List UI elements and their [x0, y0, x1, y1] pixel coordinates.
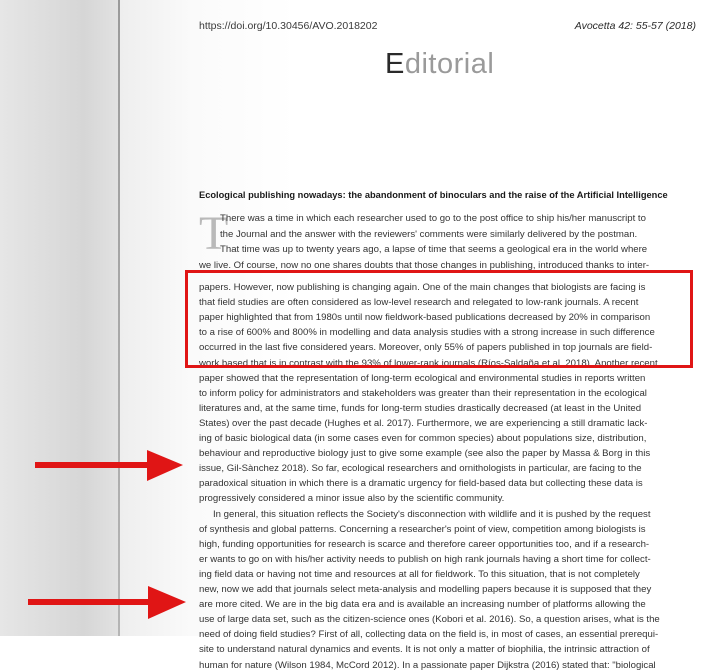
- page-title: [385, 48, 494, 81]
- body-text-line: new, now we add that journals select meta-analysis and modelling papers because it is supposed that they: [199, 584, 652, 595]
- arrow-icon: [35, 448, 185, 488]
- body-text-line: occurred in the last five considered years. Moreover, only 55% of papers published in top journals are field-: [199, 342, 653, 354]
- body-text-line: In general, this situation reflects the Society's disconnection with wildlife and it is pushed by the request: [213, 508, 651, 520]
- body-text-line: er wants to go on with his/her activity needs to publish on high rank journals having a short time for collect-: [199, 553, 651, 565]
- body-text-line: issue, Gil-Sànchez 2018). So far, ecological researchers and ornithologists in particular, are facing to the: [199, 463, 642, 475]
- body-text-line: There was a time in which each researcher used to go to the post office to ship his/her manuscript to: [220, 213, 646, 224]
- body-text-line: that field studies are often considered as low-level research and relegated to low-rank journals. A recent: [199, 297, 639, 309]
- arrow-icon: [28, 583, 188, 623]
- body-text-line: we live. Of course, now no one shares doubts that those changes in publishing, introduced thanks to inter-: [199, 259, 650, 271]
- highlight-box: [185, 270, 693, 368]
- body-text-line: to a rise of 600% and 800% in modelling and data analysis studies with a strong increase in such difference: [199, 327, 655, 339]
- body-text-line: paradoxical situation in which there is a dramatic urgency for field-based data but collecting these data is: [199, 478, 643, 490]
- body-text-line: States) over the past decade (Hughes et al. 2017). Furthermore, we are experiencing a still dramatic lack-: [199, 417, 648, 429]
- body-text-line: ing field data or having not time and resources at all for fieldwork. To this situation, that is not completely: [199, 568, 640, 580]
- body-text-line: progressively considered a minor issue also by the scientific community.: [199, 493, 505, 505]
- journal-citation: Avocetta 42: 55-57 (2018): [574, 20, 696, 32]
- article-heading: Ecological publishing nowadays: the abandonment of binoculars and the raise of the Artificial Intelligence: [199, 190, 668, 200]
- body-text-line: the Journal and the answer with the reviewers' comments were similarly delivered by the postman.: [220, 228, 638, 240]
- body-text-line: use of large data set, such as the citizen-science ones (Kobori et al. 2016). So, a question arises, what is the: [199, 614, 660, 626]
- body-text-line: of synthesis and global patterns. Concerning a researcher's point of view, competition among biologists is: [199, 523, 646, 535]
- body-text-line: literatures and, at the same time, funds for long-term studies drastically decreased (at least in the United: [199, 402, 642, 414]
- doi-link[interactable]: https://doi.org/10.30456/AVO.2018202: [199, 20, 378, 32]
- body-text-line: are more cited. We are in the big data era and is available an increasing number of platforms allowing the: [199, 599, 646, 611]
- body-text-line: papers. However, now publishing is changing again. One of the main changes that biologists are facing is: [199, 282, 646, 293]
- body-text-line: high, funding opportunities for research is scarce and therefore career opportunities too, and if a research-: [199, 538, 650, 550]
- body-text-line: work based that is in contrast with the 93% of lower-rank journals (Ríos-Saldaña et al. 2018). Another recent: [199, 357, 658, 369]
- body-text-line: That time was up to twenty years ago, a lapse of time that seems a geological era in the world where: [220, 244, 648, 255]
- body-text-line: need of doing field studies? First of all, collecting data on the field is, in most of cases, an essential prerequi-: [199, 629, 659, 641]
- title-rest: ditorial: [404, 48, 495, 80]
- body-text-line: human for nature (Wilson 1984, McCord 2012). In a passionate paper Dijkstra (2016) stated that: "biological: [199, 659, 656, 671]
- drop-cap: T: [199, 207, 229, 260]
- body-text-line: paper showed that the representation of long-term ecological and environmental studies in reports written: [199, 372, 646, 384]
- body-text-line: paper highlighted that from 1980s until now fieldwork-based publications decreased by 20% in comparison: [199, 312, 651, 324]
- body-text-line: ing of basic biological data (in some cases even for common species) about populations size, distribution,: [199, 433, 647, 444]
- body-text-line: to inform policy for administrators and stakeholders was greater than their representation in the ecological: [199, 387, 647, 399]
- title-first-letter: E: [385, 48, 405, 80]
- body-text-line: behaviour and reproductive biology just to give some example (see also the paper by Massa & Borg in this: [199, 448, 651, 460]
- body-text-line: site to understand natural dynamics and events. It is not only a matter of biophilia, the intrinsic attraction of: [199, 644, 650, 656]
